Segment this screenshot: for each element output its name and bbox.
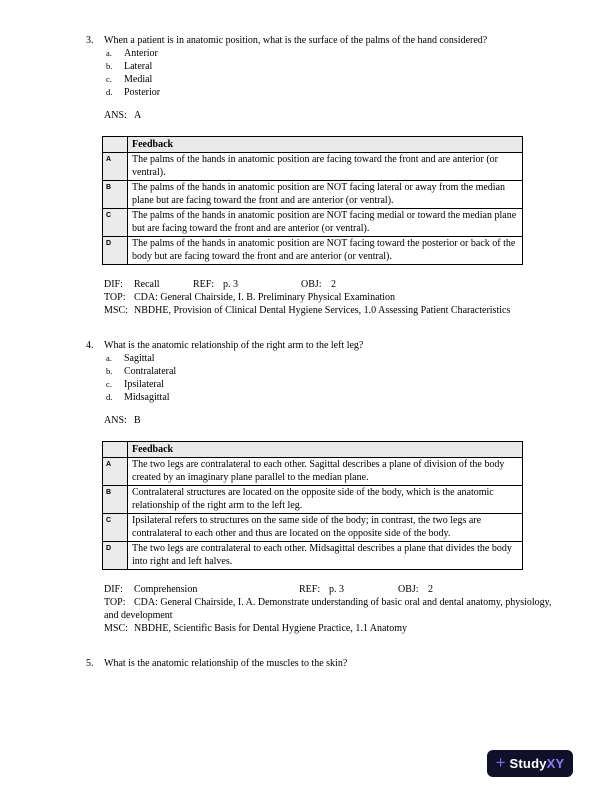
ref-label: REF: [299,584,321,595]
feedback-row-b [103,486,523,514]
question-metadata [104,278,562,317]
question-text: When a patient is in anatomic position, what is the surface of the palms of the hand considered? [104,35,488,46]
option-text: Posterior [124,87,161,98]
option-text: Lateral [124,61,153,72]
option-letter: a. [106,353,112,363]
option-b [104,365,544,378]
feedback-row-b [103,181,523,209]
meta-line-dif-ref-obj [104,278,562,291]
msc-label: MSC: [104,623,128,634]
feedback-corner-cell [103,137,128,153]
top-label: TOP: [104,292,126,303]
option-c [104,73,544,86]
option-a [104,47,544,60]
feedback-text: Contralateral structures are located on the opposite side of the body, which is the anatomic relationship of the right arm to the left leg. [128,486,523,514]
obj-label: OBJ: [398,584,419,595]
answer-value: A [134,110,142,121]
option-text: Midsagittal [124,392,170,403]
feedback-letter: A [103,153,128,181]
option-text: Sagittal [124,353,155,364]
feedback-row-d [103,237,523,265]
dif-value: Comprehension [134,584,198,595]
feedback-header-row [103,137,523,153]
feedback-header-cell: Feedback [128,442,523,458]
answer-line [104,109,544,122]
top-label: TOP: [104,597,126,608]
option-d [104,391,544,404]
question-body [104,339,552,635]
feedback-table [102,441,523,570]
option-letter: b. [106,366,113,376]
question-text: What is the anatomic relationship of the right arm to the left leg? [104,340,364,351]
question-text: What is the anatomic relationship of the muscles to the skin? [104,658,348,669]
feedback-corner-cell [103,442,128,458]
meta-line-top [104,291,562,304]
top-value: CDA: General Chairside, I. B. Preliminary Physical Examination [134,292,396,303]
question-number: 4. [86,340,94,351]
dif-value: Recall [134,279,160,290]
option-b [104,60,544,73]
option-letter: b. [106,61,113,71]
brand-text-xy: XY [546,756,565,771]
feedback-text: The two legs are contralateral to each other. Sagittal describes a plane of division of the body created by an imaginary plane parallel to the median plane. [128,458,523,486]
question-metadata [104,583,562,635]
feedback-letter: C [103,514,128,542]
feedback-letter: D [103,542,128,570]
dif-label: DIF: [104,279,123,290]
studyxy-watermark-badge [487,750,573,777]
option-text: Contralateral [124,366,177,377]
meta-line-msc [104,622,562,635]
question-body [104,34,544,317]
feedback-text: The palms of the hands in anatomic position are NOT facing medial or toward the median plane but are facing toward the front and are anterior (or ventral). [128,209,523,237]
meta-line-msc [104,304,562,317]
answer-label: ANS: [104,415,127,426]
option-letter: c. [106,74,112,84]
feedback-row-c [103,209,523,237]
msc-label: MSC: [104,305,128,316]
option-d [104,86,544,99]
option-letter: d. [106,87,113,97]
feedback-row-c [103,514,523,542]
question-3 [86,34,612,317]
question-number: 3. [86,35,94,46]
option-a [104,352,544,365]
feedback-text: The palms of the hands in anatomic position are facing toward the front and are anterior (or ventral). [128,153,523,181]
option-letter: d. [106,392,113,402]
feedback-letter: A [103,458,128,486]
feedback-text: The palms of the hands in anatomic position are NOT facing toward the posterior or back of the body but are facing toward the front and are anterior (or ventral). [128,237,523,265]
ref-label: REF: [193,279,215,290]
meta-line-top [104,596,562,622]
question-4 [86,339,612,635]
obj-label: OBJ: [301,279,322,290]
top-value: CDA: General Chairside, I. A. Demonstrate understanding of basic oral and dental anatomy, physiology, and development [104,597,552,621]
feedback-letter: B [103,486,128,514]
feedback-text: Ipsilateral refers to structures on the same side of the body; in contrast, the two legs are contralateral to each other and thus are located on the opposite side of the body. [128,514,523,542]
option-c [104,378,544,391]
plus-icon: + [495,753,506,772]
feedback-letter: C [103,209,128,237]
feedback-letter: B [103,181,128,209]
question-body [104,657,544,670]
feedback-header-cell: Feedback [128,137,523,153]
question-number: 5. [86,658,94,669]
option-text: Anterior [124,48,158,59]
obj-value: 2 [428,584,433,595]
option-letter: a. [106,48,112,58]
question-5 [86,657,612,670]
brand-text-study: Study [509,756,547,771]
option-text: Ipsilateral [124,379,164,390]
feedback-text: The palms of the hands in anatomic position are NOT facing lateral or away from the median plane but are facing toward the front and are anterior (or ventral). [128,181,523,209]
ref-value: p. 3 [223,279,238,290]
feedback-row-d [103,542,523,570]
brand-name [510,757,565,770]
options-list [104,352,544,404]
feedback-row-a [103,153,523,181]
feedback-table [102,136,523,265]
feedback-row-a [103,458,523,486]
feedback-letter: D [103,237,128,265]
meta-line-dif-ref-obj [104,583,562,596]
answer-line [104,414,544,427]
answer-label: ANS: [104,110,127,121]
feedback-text: The two legs are contralateral to each other. Midsagittal describes a plane that divides the body into right and left halves. [128,542,523,570]
feedback-header-row [103,442,523,458]
msc-value: NBDHE, Scientific Basis for Dental Hygiene Practice, 1.1 Anatomy [134,623,407,634]
msc-value: NBDHE, Provision of Clinical Dental Hygiene Services, 1.0 Assessing Patient Characteristics [134,305,511,316]
obj-value: 2 [331,279,336,290]
ref-value: p. 3 [329,584,344,595]
option-letter: c. [106,379,112,389]
option-text: Medial [124,74,153,85]
answer-value: B [134,415,141,426]
dif-label: DIF: [104,584,123,595]
options-list [104,47,544,99]
